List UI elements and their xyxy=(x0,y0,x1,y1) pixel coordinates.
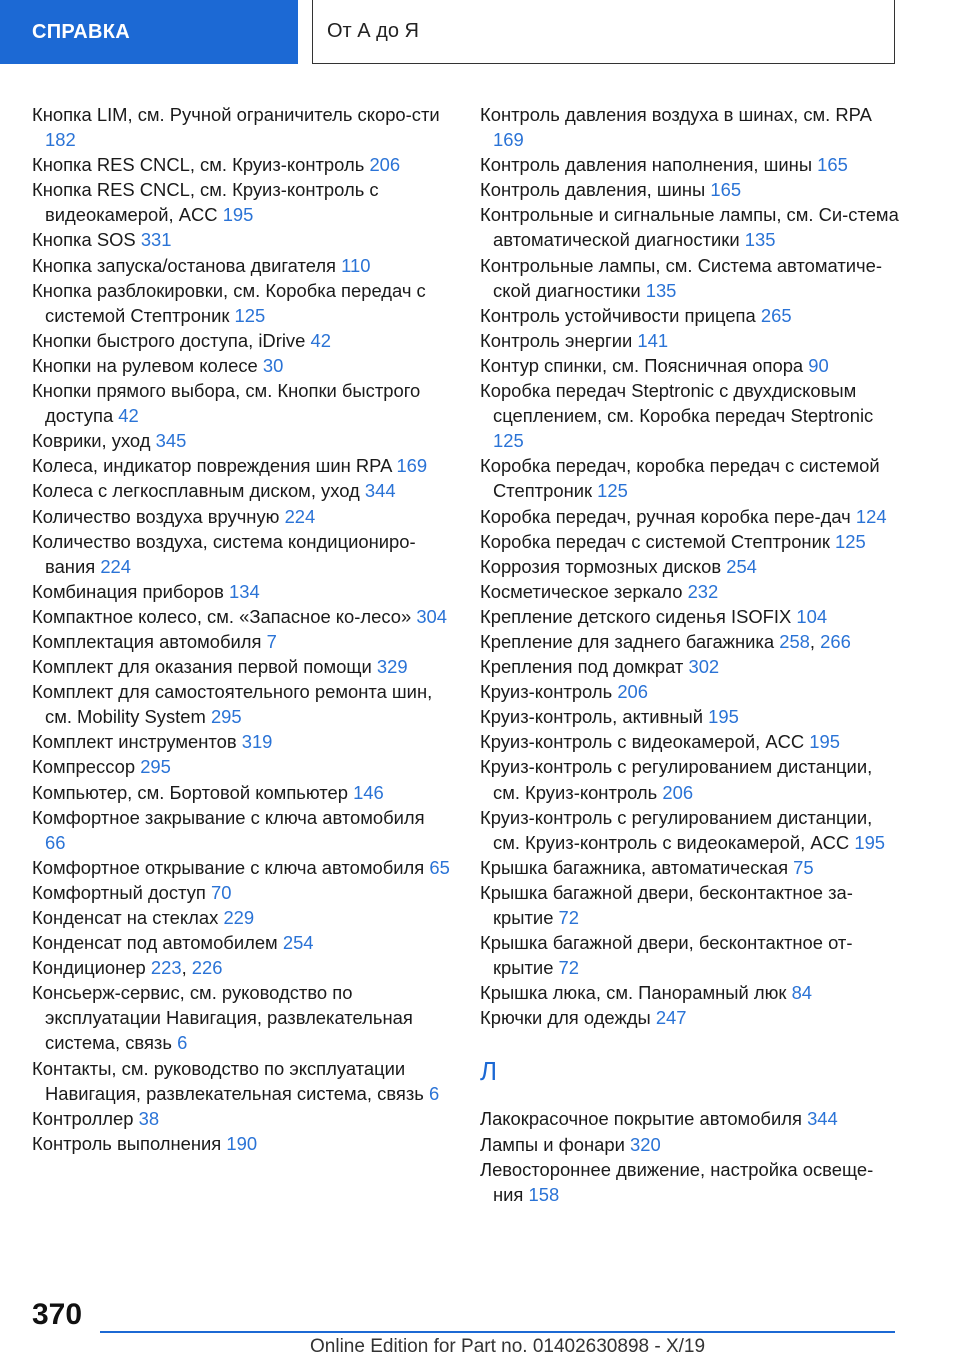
index-entry-text: Круиз-контроль с регулированием дистанции, см. Круиз-контроль с видеокамерой, ACC xyxy=(480,806,873,853)
index-entry-text: Крышка багажника, автоматическая xyxy=(480,856,789,878)
index-entry xyxy=(32,253,450,278)
index-entry-text: Комбинация приборов xyxy=(32,580,224,602)
page-link[interactable]: 344 xyxy=(807,1108,838,1130)
page-link[interactable]: 331 xyxy=(140,229,172,251)
page-link[interactable]: 169 xyxy=(493,129,524,151)
index-entry xyxy=(32,428,450,453)
index-entry-text: Кнопка LIM, см. Ручной ограничитель скоро-сти xyxy=(32,104,440,125)
index-entry xyxy=(32,1056,450,1106)
index-entry-text: Контроль давления наполнения, шины xyxy=(480,154,813,176)
index-entry xyxy=(480,579,900,604)
index-entry xyxy=(480,453,900,503)
index-entry-text: Контрольные лампы, см. Система автоматиче-ской диагностики xyxy=(480,254,882,301)
index-entry-text: Консьерж-сервис, см. руководство по эксплуатации Навигация, развлекательная система, связь xyxy=(32,982,413,1054)
page-link[interactable]: 65 xyxy=(429,856,450,878)
page-link[interactable]: 344 xyxy=(364,480,396,502)
page-link[interactable]: 329 xyxy=(376,656,408,678)
index-entry-text: Крепления под домкрат xyxy=(480,656,684,678)
index-entry-text: Комфортный доступ xyxy=(32,881,206,903)
index-entry xyxy=(480,1132,900,1157)
index-entry-text: Конденсат под автомобилем xyxy=(32,932,278,954)
index-entry-text: Контур спинки, см. Поясничная опора xyxy=(480,354,804,376)
index-entry-text: Компьютер, см. Бортовой компьютер xyxy=(32,781,348,803)
index-entry-text: Комфортное открывание с ключа автомобиля xyxy=(32,856,425,878)
index-entry-text: Контроль устойчивости прицепа xyxy=(480,304,756,326)
page-link[interactable]: 104 xyxy=(796,605,828,627)
index-entry xyxy=(32,930,450,955)
index-entry xyxy=(32,604,450,629)
page-link[interactable]: 165 xyxy=(710,179,742,201)
index-entry xyxy=(480,1157,900,1207)
index-entry: Кондиционер 223, 226 xyxy=(32,957,223,979)
index-entry-text: Крышка багажной двери, бесконтактное за-крытие xyxy=(480,881,853,928)
index-entry xyxy=(32,278,450,328)
page-link[interactable]: 190 xyxy=(226,1132,258,1154)
chapter-title: От А до Я xyxy=(327,20,419,42)
page-link[interactable]: 6 xyxy=(177,1032,188,1054)
letter-heading: Л xyxy=(480,1056,498,1087)
index-entry-text: Крючки для одежды xyxy=(480,1007,651,1029)
page-link[interactable]: 125 xyxy=(234,304,266,326)
index-entry-text: Круиз-контроль с видеокамерой, ACC xyxy=(480,731,805,753)
page-link[interactable]: 229 xyxy=(223,907,255,928)
index-entry-text: Комплектация автомобиля xyxy=(32,630,262,652)
page-link[interactable]: 42 xyxy=(118,405,139,427)
page-link[interactable]: 206 xyxy=(662,781,694,803)
index-entry-text: Коробка передач Steptronic с двухдисковым сцеплением, см. Коробка передач Steptronic xyxy=(480,380,874,427)
index-entry-text: Крышка багажной двери, бесконтактное от-крытие xyxy=(480,932,853,979)
page-link[interactable]: 232 xyxy=(687,580,719,602)
index-entry xyxy=(480,303,900,328)
page-link[interactable]: 319 xyxy=(241,731,273,753)
page-link[interactable]: 254 xyxy=(726,555,757,577)
index-entry xyxy=(480,202,900,252)
footer-divider xyxy=(100,1331,895,1333)
index-entry xyxy=(32,905,450,930)
page-link[interactable]: 66 xyxy=(45,831,66,853)
page-link[interactable]: 42 xyxy=(310,329,331,351)
index-entry-text: Лакокрасочное покрытие автомобиля xyxy=(480,1108,802,1130)
index-entry xyxy=(480,554,900,579)
index-entry xyxy=(32,855,450,880)
index-entry xyxy=(32,353,450,378)
index-entry xyxy=(480,504,900,529)
index-entry xyxy=(32,504,450,529)
index-entry xyxy=(480,729,900,754)
page-link[interactable]: 141 xyxy=(637,329,669,351)
index-entry-text: Конденсат на стеклах xyxy=(32,907,219,928)
index-entry xyxy=(32,729,450,754)
page-link[interactable]: 165 xyxy=(817,154,848,176)
page-link[interactable]: 110 xyxy=(341,254,371,276)
index-entry-text: Контроль давления, шины xyxy=(480,179,706,201)
page-link[interactable]: 135 xyxy=(645,279,677,301)
page-link[interactable]: 70 xyxy=(211,881,232,903)
chapter-title-box xyxy=(312,0,895,64)
index-entry-text: Кнопки быстрого доступа, iDrive xyxy=(32,329,306,351)
index-entry-text: Контроль выполнения xyxy=(32,1132,222,1154)
index-entry-text: Количество воздуха, система кондициониро-вания xyxy=(32,530,416,577)
index-entry xyxy=(32,805,450,855)
page-link[interactable]: 224 xyxy=(284,505,316,527)
index-entry-text: Кнопка RES CNCL, см. Круиз-контроль с видеокамерой, ACC xyxy=(32,179,379,226)
index-entry xyxy=(32,980,450,1055)
index-entry-text: Комплект для самостоятельного ремонта шин, см. Mobility System xyxy=(32,681,433,728)
page-link[interactable]: 124 xyxy=(855,505,887,527)
index-entry xyxy=(480,529,900,554)
index-entry xyxy=(480,1005,900,1030)
index-entry xyxy=(480,754,900,804)
index-entry xyxy=(480,102,900,152)
index-entry-text: Круиз-контроль xyxy=(480,681,613,703)
index-entry xyxy=(32,654,450,679)
index-entry-text: Комплект инструментов xyxy=(32,731,237,753)
index-entry xyxy=(480,704,900,729)
page-link[interactable]: 135 xyxy=(744,229,776,251)
index-entry-text: Крепление детского сиденья ISOFIX xyxy=(480,605,792,627)
page-link[interactable]: 195 xyxy=(809,731,840,753)
index-entry xyxy=(32,679,450,729)
index-entry-text: Комплект для оказания первой помощи xyxy=(32,656,372,678)
page-link[interactable]: 125 xyxy=(597,480,628,502)
page-link[interactable]: 206 xyxy=(617,681,648,703)
page-link[interactable]: 295 xyxy=(210,706,242,728)
page-link[interactable]: 304 xyxy=(416,605,448,627)
index-entry-text: Контроллер xyxy=(32,1107,134,1129)
index-entry-text: Кнопка разблокировки, см. Коробка передач с системой Стептроник xyxy=(32,279,426,326)
index-entry-text: Лампы и фонари xyxy=(480,1133,625,1155)
index-entry xyxy=(32,227,450,252)
index-entry-text: Кнопка RES CNCL, см. Круиз-контроль xyxy=(32,154,365,176)
index-entry xyxy=(32,754,450,779)
index-entry xyxy=(480,930,900,980)
page-link[interactable]: 158 xyxy=(528,1183,560,1205)
index-entry-text: Кондиционер xyxy=(32,957,146,979)
page-link[interactable]: 258 xyxy=(779,630,810,652)
page-link[interactable]: 72 xyxy=(558,907,580,928)
page-link[interactable]: 75 xyxy=(793,856,814,878)
index-entry xyxy=(480,253,900,303)
page-link[interactable]: 195 xyxy=(854,831,886,853)
index-entry xyxy=(480,152,900,177)
index-entry xyxy=(480,654,900,679)
index-entry xyxy=(480,1106,900,1131)
index-entry xyxy=(480,177,900,202)
page-link[interactable]: 30 xyxy=(262,354,284,376)
index-entry-text: Кнопка запуска/останова двигателя xyxy=(32,254,337,276)
index-entry xyxy=(480,855,900,880)
index-entry-text: Косметическое зеркало xyxy=(480,580,683,602)
page-link[interactable]: 134 xyxy=(229,580,260,602)
index-entry-text: Контроль давления воздуха в шинах, см. RPA xyxy=(480,104,871,125)
index-entry xyxy=(32,102,450,152)
index-entry xyxy=(480,679,900,704)
page-link[interactable]: 254 xyxy=(282,932,314,954)
index-entry xyxy=(480,378,900,453)
index-entry-text: Круиз-контроль, активный xyxy=(480,706,703,728)
index-entry: Крепление для заднего багажника 258, 266 xyxy=(480,630,851,652)
index-entry-text: Крепление для заднего багажника xyxy=(480,630,775,652)
index-entry xyxy=(32,1131,450,1156)
index-entry-text: Колеса, индикатор повреждения шин RPA xyxy=(32,455,392,477)
index-entry xyxy=(32,780,450,805)
index-entry xyxy=(32,529,450,579)
page-link[interactable]: 84 xyxy=(791,982,813,1004)
page-link[interactable]: 90 xyxy=(808,354,829,376)
page-link[interactable]: 38 xyxy=(138,1107,160,1129)
index-entry-text: Крышка люка, см. Панорамный люк xyxy=(480,982,787,1004)
section-tab[interactable] xyxy=(0,0,298,64)
index-column-right xyxy=(480,102,900,1207)
page-link[interactable]: 295 xyxy=(140,756,171,778)
index-entry xyxy=(32,378,450,428)
footer-edition: Online Edition for Part no. 01402630898 - X/19 xyxy=(310,1336,706,1357)
index-entry-text: Коробка передач, ручная коробка пере-дач xyxy=(480,505,851,527)
index-entry-text: Кнопка SOS xyxy=(32,229,136,251)
page-link[interactable]: 345 xyxy=(155,430,187,452)
index-entry xyxy=(32,579,450,604)
page-link[interactable]: 206 xyxy=(369,154,401,176)
index-entry xyxy=(480,980,900,1005)
index-entry xyxy=(32,453,450,478)
index-entry-text: Контакты, см. руководство по эксплуатации Навигация, развлекательная система, связь xyxy=(32,1057,424,1104)
index-entry xyxy=(480,328,900,353)
page-number: 370 xyxy=(32,1298,83,1331)
index-entry xyxy=(480,805,900,855)
index-entry-text: Коробка передач, коробка передач с системой Стептроник xyxy=(480,455,880,502)
index-entry-text: Колеса с легкосплавным диском, уход xyxy=(32,480,360,502)
index-entry-text: Контроль энергии xyxy=(480,329,633,351)
index-entry xyxy=(32,1106,450,1131)
index-column-left xyxy=(32,102,450,1156)
index-entry xyxy=(32,152,450,177)
page-link[interactable]: 125 xyxy=(493,430,524,452)
section-label: СПРАВКА xyxy=(32,20,131,43)
index-entry xyxy=(480,353,900,378)
page-link[interactable]: 224 xyxy=(100,555,131,577)
index-entry-text: Количество воздуха вручную xyxy=(32,505,280,527)
index-entry xyxy=(480,880,900,930)
page-link[interactable]: 247 xyxy=(655,1007,687,1029)
page-link[interactable]: 195 xyxy=(222,204,254,226)
index-entry xyxy=(32,880,450,905)
page-link[interactable]: 226 xyxy=(191,957,223,979)
index-entry-text: Компактное колесо, см. «Запасное ко-лесо» xyxy=(32,605,412,627)
index-entry xyxy=(480,604,900,629)
index-entry-text: Компрессор xyxy=(32,756,136,778)
index-entry xyxy=(32,629,450,654)
page-link[interactable]: 7 xyxy=(266,630,277,652)
page-link[interactable]: 146 xyxy=(353,781,384,803)
index-entry-text: Левостороннее движение, настройка освеще-ния xyxy=(480,1158,874,1205)
index-entry-text: Коробка передач с системой Стептроник xyxy=(480,530,830,552)
index-entry-text: Контрольные и сигнальные лампы, см. Си-стема автоматической диагностики xyxy=(480,204,899,251)
page-link[interactable]: 182 xyxy=(45,129,76,151)
index-entry xyxy=(32,478,450,503)
index-entry-text: Кнопки прямого выбора, см. Кнопки быстрого доступа xyxy=(32,380,421,427)
index-entry-text: Коррозия тормозных дисков xyxy=(480,555,722,577)
page-link[interactable]: 265 xyxy=(760,304,792,326)
index-entry-text: Комфортное закрывание с ключа автомобиля xyxy=(32,806,425,828)
page-link[interactable]: 320 xyxy=(629,1133,661,1155)
page-link[interactable]: 223 xyxy=(150,957,182,979)
page-link[interactable]: 169 xyxy=(396,455,428,477)
index-entry-text: Коврики, уход xyxy=(32,430,151,452)
page-link[interactable]: 72 xyxy=(558,957,580,979)
page-link[interactable]: 125 xyxy=(835,530,866,552)
index-entry-text: Кнопки на рулевом колесе xyxy=(32,354,258,376)
page-link[interactable]: 302 xyxy=(688,656,720,678)
index-entry xyxy=(32,328,450,353)
index-entry-text: Круиз-контроль с регулированием дистанции, см. Круиз-контроль xyxy=(480,756,873,803)
index-entry xyxy=(32,177,450,227)
page-link[interactable]: 6 xyxy=(428,1082,440,1104)
page-link[interactable]: 195 xyxy=(708,706,739,728)
page-link[interactable]: 266 xyxy=(820,630,851,652)
